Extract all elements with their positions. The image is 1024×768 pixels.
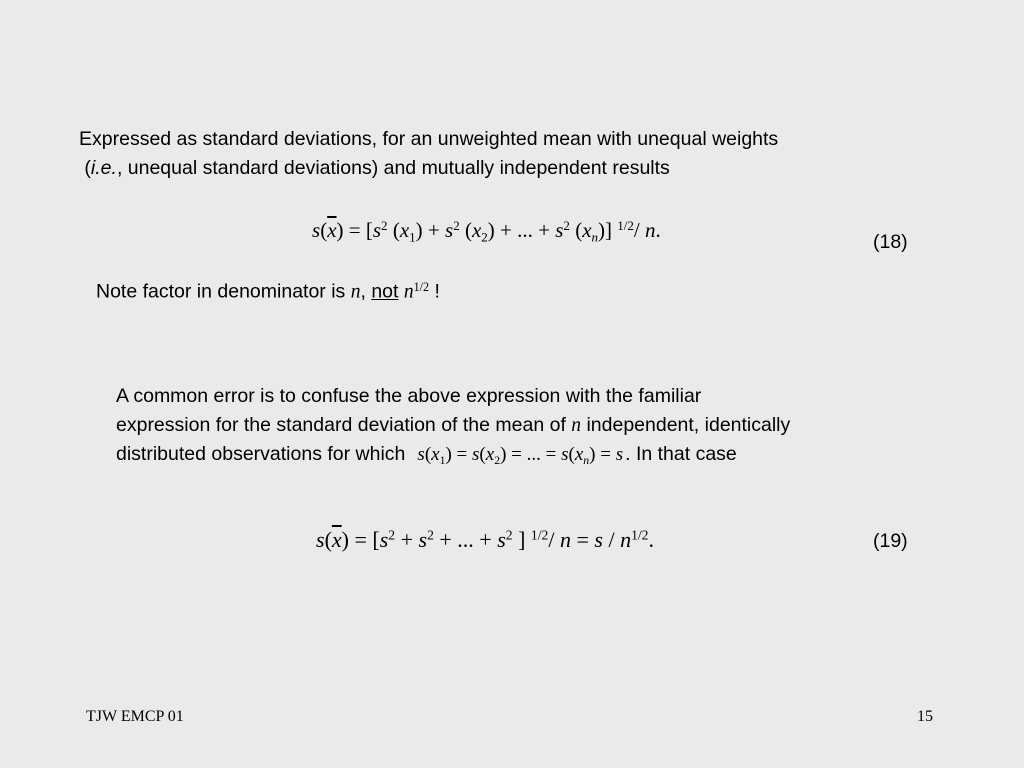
error-line-3	[116, 440, 790, 475]
note-n: n	[350, 281, 361, 303]
equation-18-number: (18)	[873, 231, 908, 253]
note-end: !	[429, 280, 440, 303]
equation-19-number: (19)	[873, 530, 908, 552]
equation-19: $s(\overline{x}) = [s^2 + s^2$ + ... + $s^2$ ] $^{1/2}$/ $n = s / n^{1/2}$.	[316, 527, 654, 552]
note-exponent: 1/2	[413, 280, 430, 294]
note-text: Note factor in denominator is	[96, 280, 351, 303]
paren-open: (	[84, 157, 91, 179]
error-line-2	[116, 411, 790, 440]
note-n2: n	[403, 281, 414, 303]
intro-line-2	[79, 154, 778, 183]
inline-equation: $s(x_1) = s(x_2)$ = ... = $s(x_n) = s$	[417, 444, 624, 468]
note-not: not	[371, 280, 399, 303]
intro-line-2-rest: , unequal standard deviations) and mutually independent results	[116, 157, 670, 179]
error-line-2a: expression for the standard deviation of the mean of	[116, 414, 572, 436]
page-number: 15	[917, 708, 933, 725]
equation-18: $s(\overline{x}) = [s^2$ $(x_1) + s^2$ $(x_2)$ + ... + $s^2$ $(x_n)$] $^{1/2}$/ n.	[312, 218, 661, 245]
error-line-3b: . In that case	[625, 443, 737, 465]
error-line-3a: distributed observations for which	[116, 443, 406, 465]
intro-line-1: Expressed as standard deviations, for an unweighted mean with unequal weights	[79, 128, 779, 150]
error-line-1: A common error is to confuse the above expression with the familiar	[116, 385, 702, 407]
footer-label: TJW EMCP 01	[86, 708, 184, 725]
note-comma: ,	[360, 280, 372, 303]
error-line-2b: independent, identically	[581, 414, 791, 436]
ie-abbrev: i.e.	[90, 157, 117, 179]
error-line-2-n: n	[571, 415, 582, 436]
error-paragraph	[116, 382, 790, 475]
intro-paragraph	[79, 125, 778, 183]
note-line	[96, 280, 440, 304]
